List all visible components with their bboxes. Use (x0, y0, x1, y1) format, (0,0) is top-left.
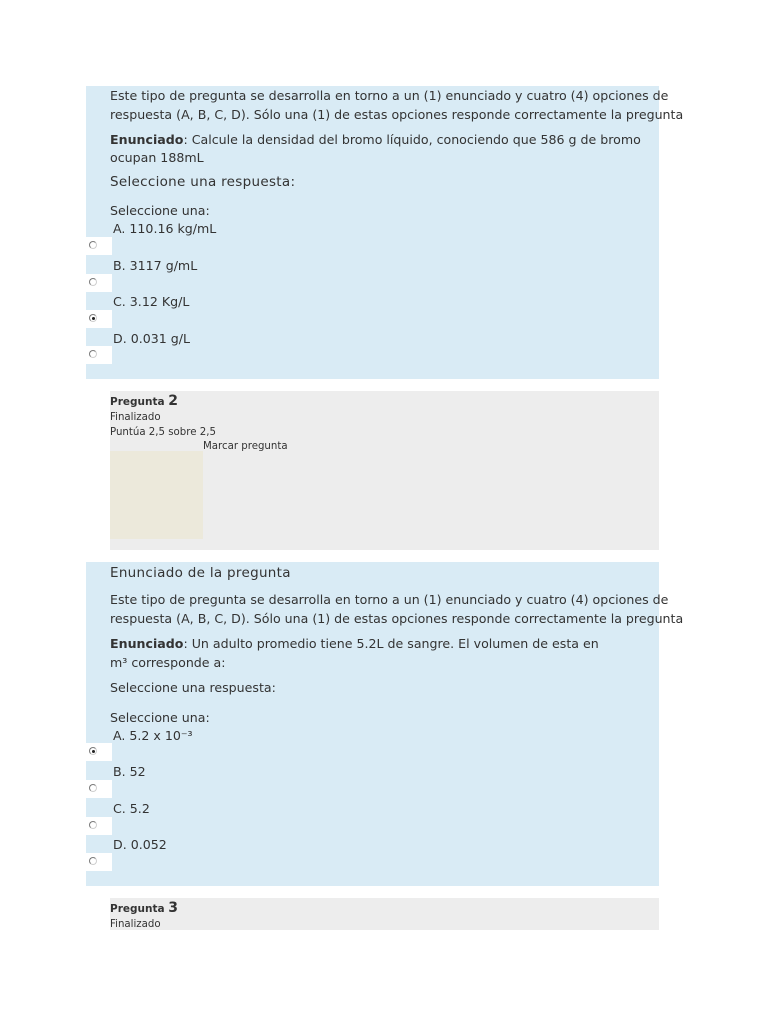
q1-intro-line1: Este tipo de pregunta se desarrolla en torno a un (1) enunciado y cuatro (4) opciones de (110, 88, 669, 103)
q2-prompt: Seleccione una respuesta: (110, 680, 276, 695)
q2-option-a-radio[interactable] (89, 747, 97, 755)
q2-enunciado-line2: m³ corresponde a: (110, 655, 226, 670)
q2-option-d-radio[interactable] (89, 857, 97, 865)
q2-option-d-radio-cell[interactable] (86, 853, 112, 871)
q2-score: Puntúa 2,5 sobre 2,5 (110, 427, 216, 438)
q1-option-c-radio[interactable] (89, 314, 97, 322)
q2-intro-line1: Este tipo de pregunta se desarrolla en torno a un (1) enunciado y cuatro (4) opciones de (110, 592, 669, 607)
q2-heading: Enunciado de la pregunta (110, 565, 291, 581)
q3-number: 3 (168, 900, 178, 916)
q2-intro-line2: respuesta (A, B, C, D). Sólo una (1) de estas opciones responde correctamente la pregunta (110, 611, 684, 626)
q2-flag-link[interactable]: Marcar pregunta (203, 441, 288, 452)
q2-option-d-label[interactable]: D. 0.052 (113, 837, 167, 852)
q1-enunciado-label: Enunciado (110, 132, 184, 147)
q2-enunciado-label: Enunciado (110, 636, 184, 651)
q2-state: Finalizado (110, 412, 161, 423)
q2-option-a-radio-cell[interactable] (86, 743, 112, 761)
q1-select-one: Seleccione una: (110, 203, 210, 218)
q2-option-c-radio[interactable] (89, 821, 97, 829)
q1-enunciado (110, 131, 641, 149)
q1-enunciado-text: : Calcule la densidad del bromo líquido, conociendo que 586 g de bromo (183, 132, 641, 147)
q2-flag-image[interactable] (110, 451, 203, 539)
q1-option-a-radio-cell[interactable] (86, 237, 112, 255)
q2-number: 2 (168, 393, 178, 409)
q1-option-b-radio-cell[interactable] (86, 274, 112, 292)
q2-option-b-radio[interactable] (89, 784, 97, 792)
q1-option-b-radio[interactable] (89, 278, 97, 286)
q3-state: Finalizado (110, 919, 161, 930)
q1-option-a-radio[interactable] (89, 241, 97, 249)
q2-pregunta-word: Pregunta (110, 396, 165, 408)
q1-option-d-radio-cell[interactable] (86, 346, 112, 364)
q2-enunciado (110, 635, 599, 653)
q1-option-b-label[interactable]: B. 3117 g/mL (113, 258, 198, 273)
q2-option-c-radio-cell[interactable] (86, 817, 112, 835)
q1-option-c-label[interactable]: C. 3.12 Kg/L (113, 294, 190, 309)
q1-option-d-radio[interactable] (89, 350, 97, 358)
q3-pregunta-word: Pregunta (110, 903, 165, 915)
q2-select-one: Seleccione una: (110, 710, 210, 725)
q2-option-b-radio-cell[interactable] (86, 780, 112, 798)
q1-option-a-label[interactable]: A. 110.16 kg/mL (113, 221, 217, 236)
q1-option-c-radio-cell[interactable] (86, 310, 112, 328)
q1-intro-line2: respuesta (A, B, C, D). Sólo una (1) de estas opciones responde correctamente la pregunta (110, 107, 684, 122)
q2-option-a-label[interactable]: A. 5.2 x 10⁻³ (113, 728, 193, 743)
q2-option-c-label[interactable]: C. 5.2 (113, 801, 150, 816)
q1-option-d-label[interactable]: D. 0.031 g/L (113, 331, 191, 346)
q3-title (110, 899, 178, 918)
q1-enunciado-line2: ocupan 188mL (110, 150, 204, 165)
q2-enunciado-text: : Un adulto promedio tiene 5.2L de sangre. El volumen de esta en (183, 636, 599, 651)
q2-title (110, 392, 178, 411)
question-3-info (110, 898, 659, 930)
q1-prompt: Seleccione una respuesta: (110, 174, 296, 190)
q2-option-b-label[interactable]: B. 52 (113, 764, 146, 779)
